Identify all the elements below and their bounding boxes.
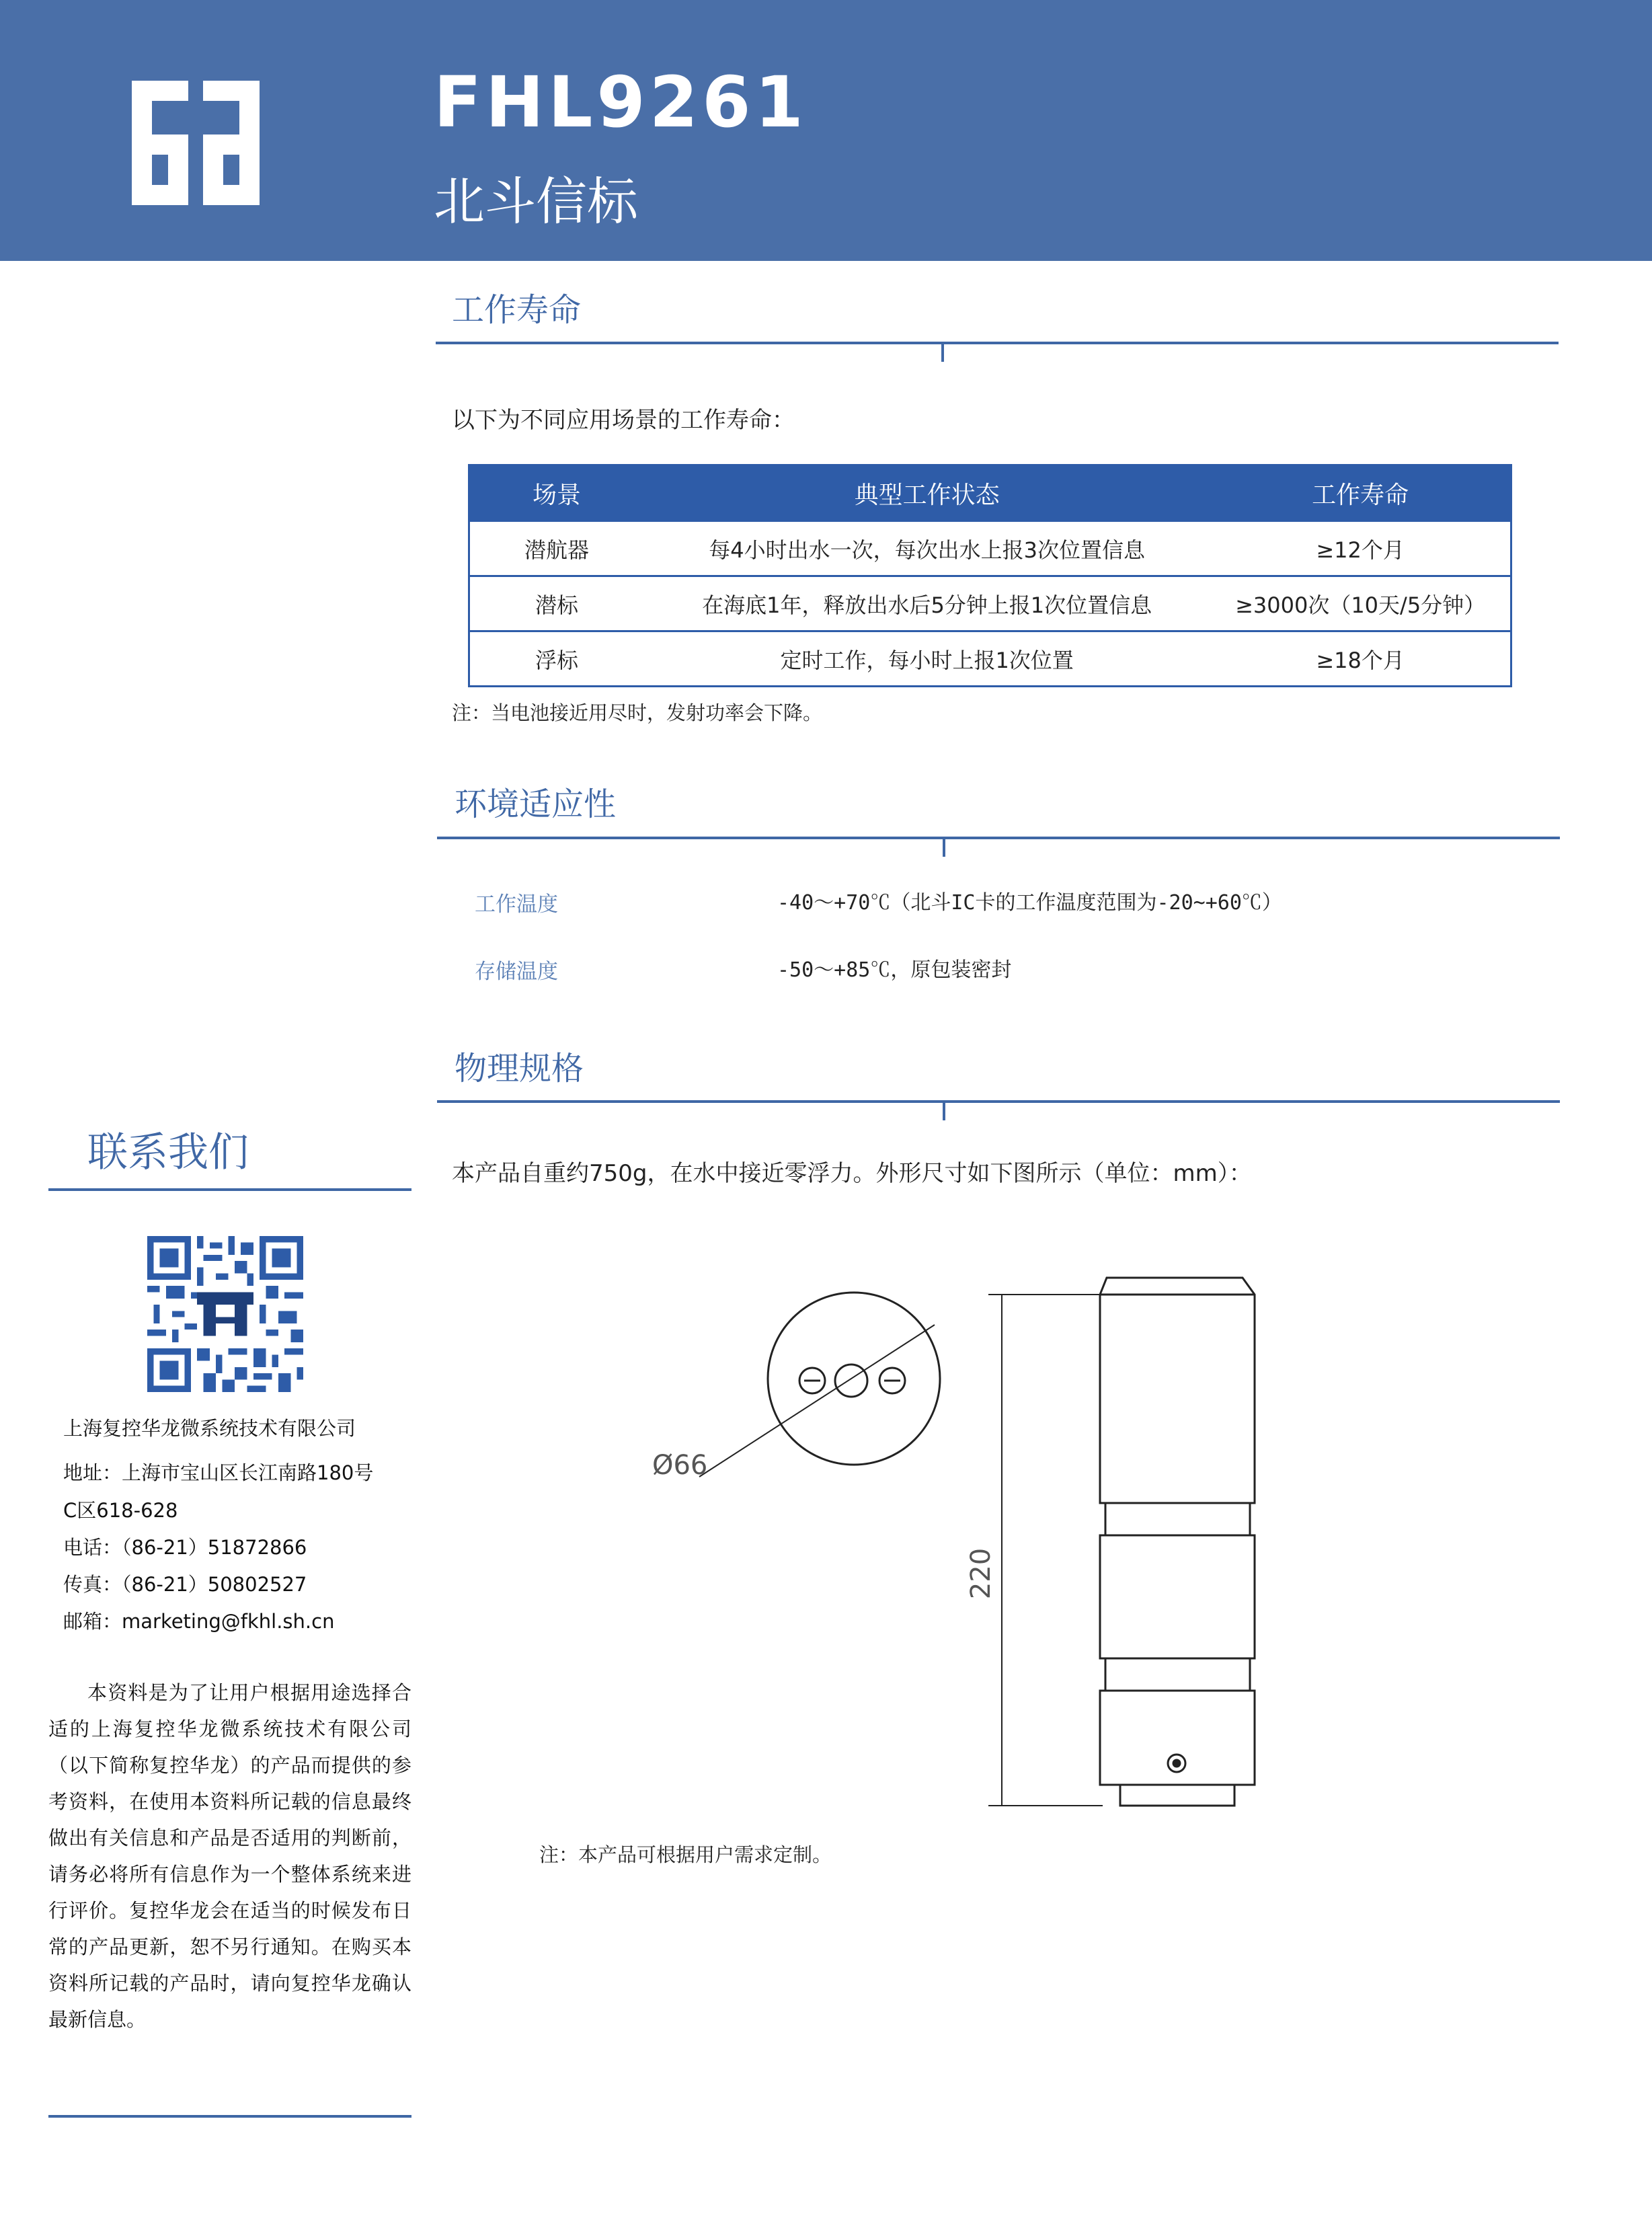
product-name: 北斗信标 [434,171,638,231]
header-banner [0,0,1652,261]
section-title-physical: 物理规格 [455,1050,584,1087]
qr-code-icon [141,1236,309,1392]
company-logo-icon [132,81,260,205]
diameter-label: Ø66 [652,1450,708,1481]
lifetime-intro: 以下为不同应用场景的工作寿命： [452,407,795,434]
table-cell: 浮标 [469,631,644,687]
env-value-storage-temp: -50～+85℃，原包装密封 [777,958,1012,982]
table-cell: 潜标 [469,576,644,631]
address-line-2: C区618-628 [63,1499,178,1522]
table-header-row [469,465,1511,521]
env-label-operating-temp: 工作温度 [475,892,558,917]
phone-number: 电话：（86-21）51872866 [63,1536,307,1559]
company-name: 上海复控华龙微系统技术有限公司 [63,1417,356,1440]
table-row [469,631,1511,687]
section-title-lifetime: 工作寿命 [452,291,582,329]
table-cell: 每4小时出水一次，每次出水上报3次位置信息 [643,521,1210,576]
table-row [469,521,1511,576]
table-header-cell: 场景 [469,465,644,521]
section-divider-tick [943,839,945,857]
email-address[interactable]: 邮箱：marketing@fkhl.sh.cn [63,1610,335,1633]
table-cell: 潜航器 [469,521,644,576]
lifetime-table [468,464,1512,687]
lifetime-note: 注：当电池接近用尽时，发射功率会下降。 [452,701,823,724]
table-cell: 在海底1年，释放出水后5分钟上报1次位置信息 [643,576,1210,631]
physical-note: 注：本产品可根据用户需求定制。 [539,1843,832,1866]
physical-description: 本产品自重约750g，在水中接近零浮力。外形尺寸如下图所示（单位：mm）： [452,1160,1252,1187]
env-label-storage-temp: 存储温度 [475,960,558,984]
table-cell: ≥3000次（10天/5分钟） [1210,576,1511,631]
section-divider-tick [943,1103,945,1120]
table-header-cell: 工作寿命 [1210,465,1511,521]
table-row [469,576,1511,631]
height-label: 220 [966,1547,996,1600]
table-cell: 定时工作，每小时上报1次位置 [643,631,1210,687]
table-header-cell: 典型工作状态 [643,465,1210,521]
contact-divider [48,1188,411,1191]
bottom-divider [48,2115,411,2118]
address-line-1: 地址：上海市宝山区长江南路180号 [63,1461,374,1484]
section-title-environment: 环境适应性 [455,785,617,823]
disclaimer-text: 本资料是为了让用户根据用途选择合适的上海复控华龙微系统技术有限公司（以下简称复控华龙）的产品而提供的参考资料，在使用本资料所记载的信息最终做出有关信息和产品是否适用的判断前，请务必将所有信息作为一个整体系统来进行评价。复控华龙会在适当的时候发布日常的产品更新，恕不另行通知。在购买本资料所记载的产品时，请向复控华龙确认最新信息。 [48,1681,411,2031]
table-cell: ≥18个月 [1210,631,1511,687]
section-divider-tick [941,344,944,362]
section-divider [436,342,1559,344]
product-model: FHL9261 [434,61,808,143]
section-divider [437,837,1560,839]
dimension-drawing [639,1271,1264,1816]
section-divider [437,1100,1560,1103]
contact-title: 联系我们 [87,1129,249,1176]
env-value-operating-temp: -40～+70℃（北斗IC卡的工作温度范围为-20~+60℃） [777,891,1282,915]
fax-number: 传真：（86-21）50802527 [63,1573,307,1596]
table-cell: ≥12个月 [1210,521,1511,576]
